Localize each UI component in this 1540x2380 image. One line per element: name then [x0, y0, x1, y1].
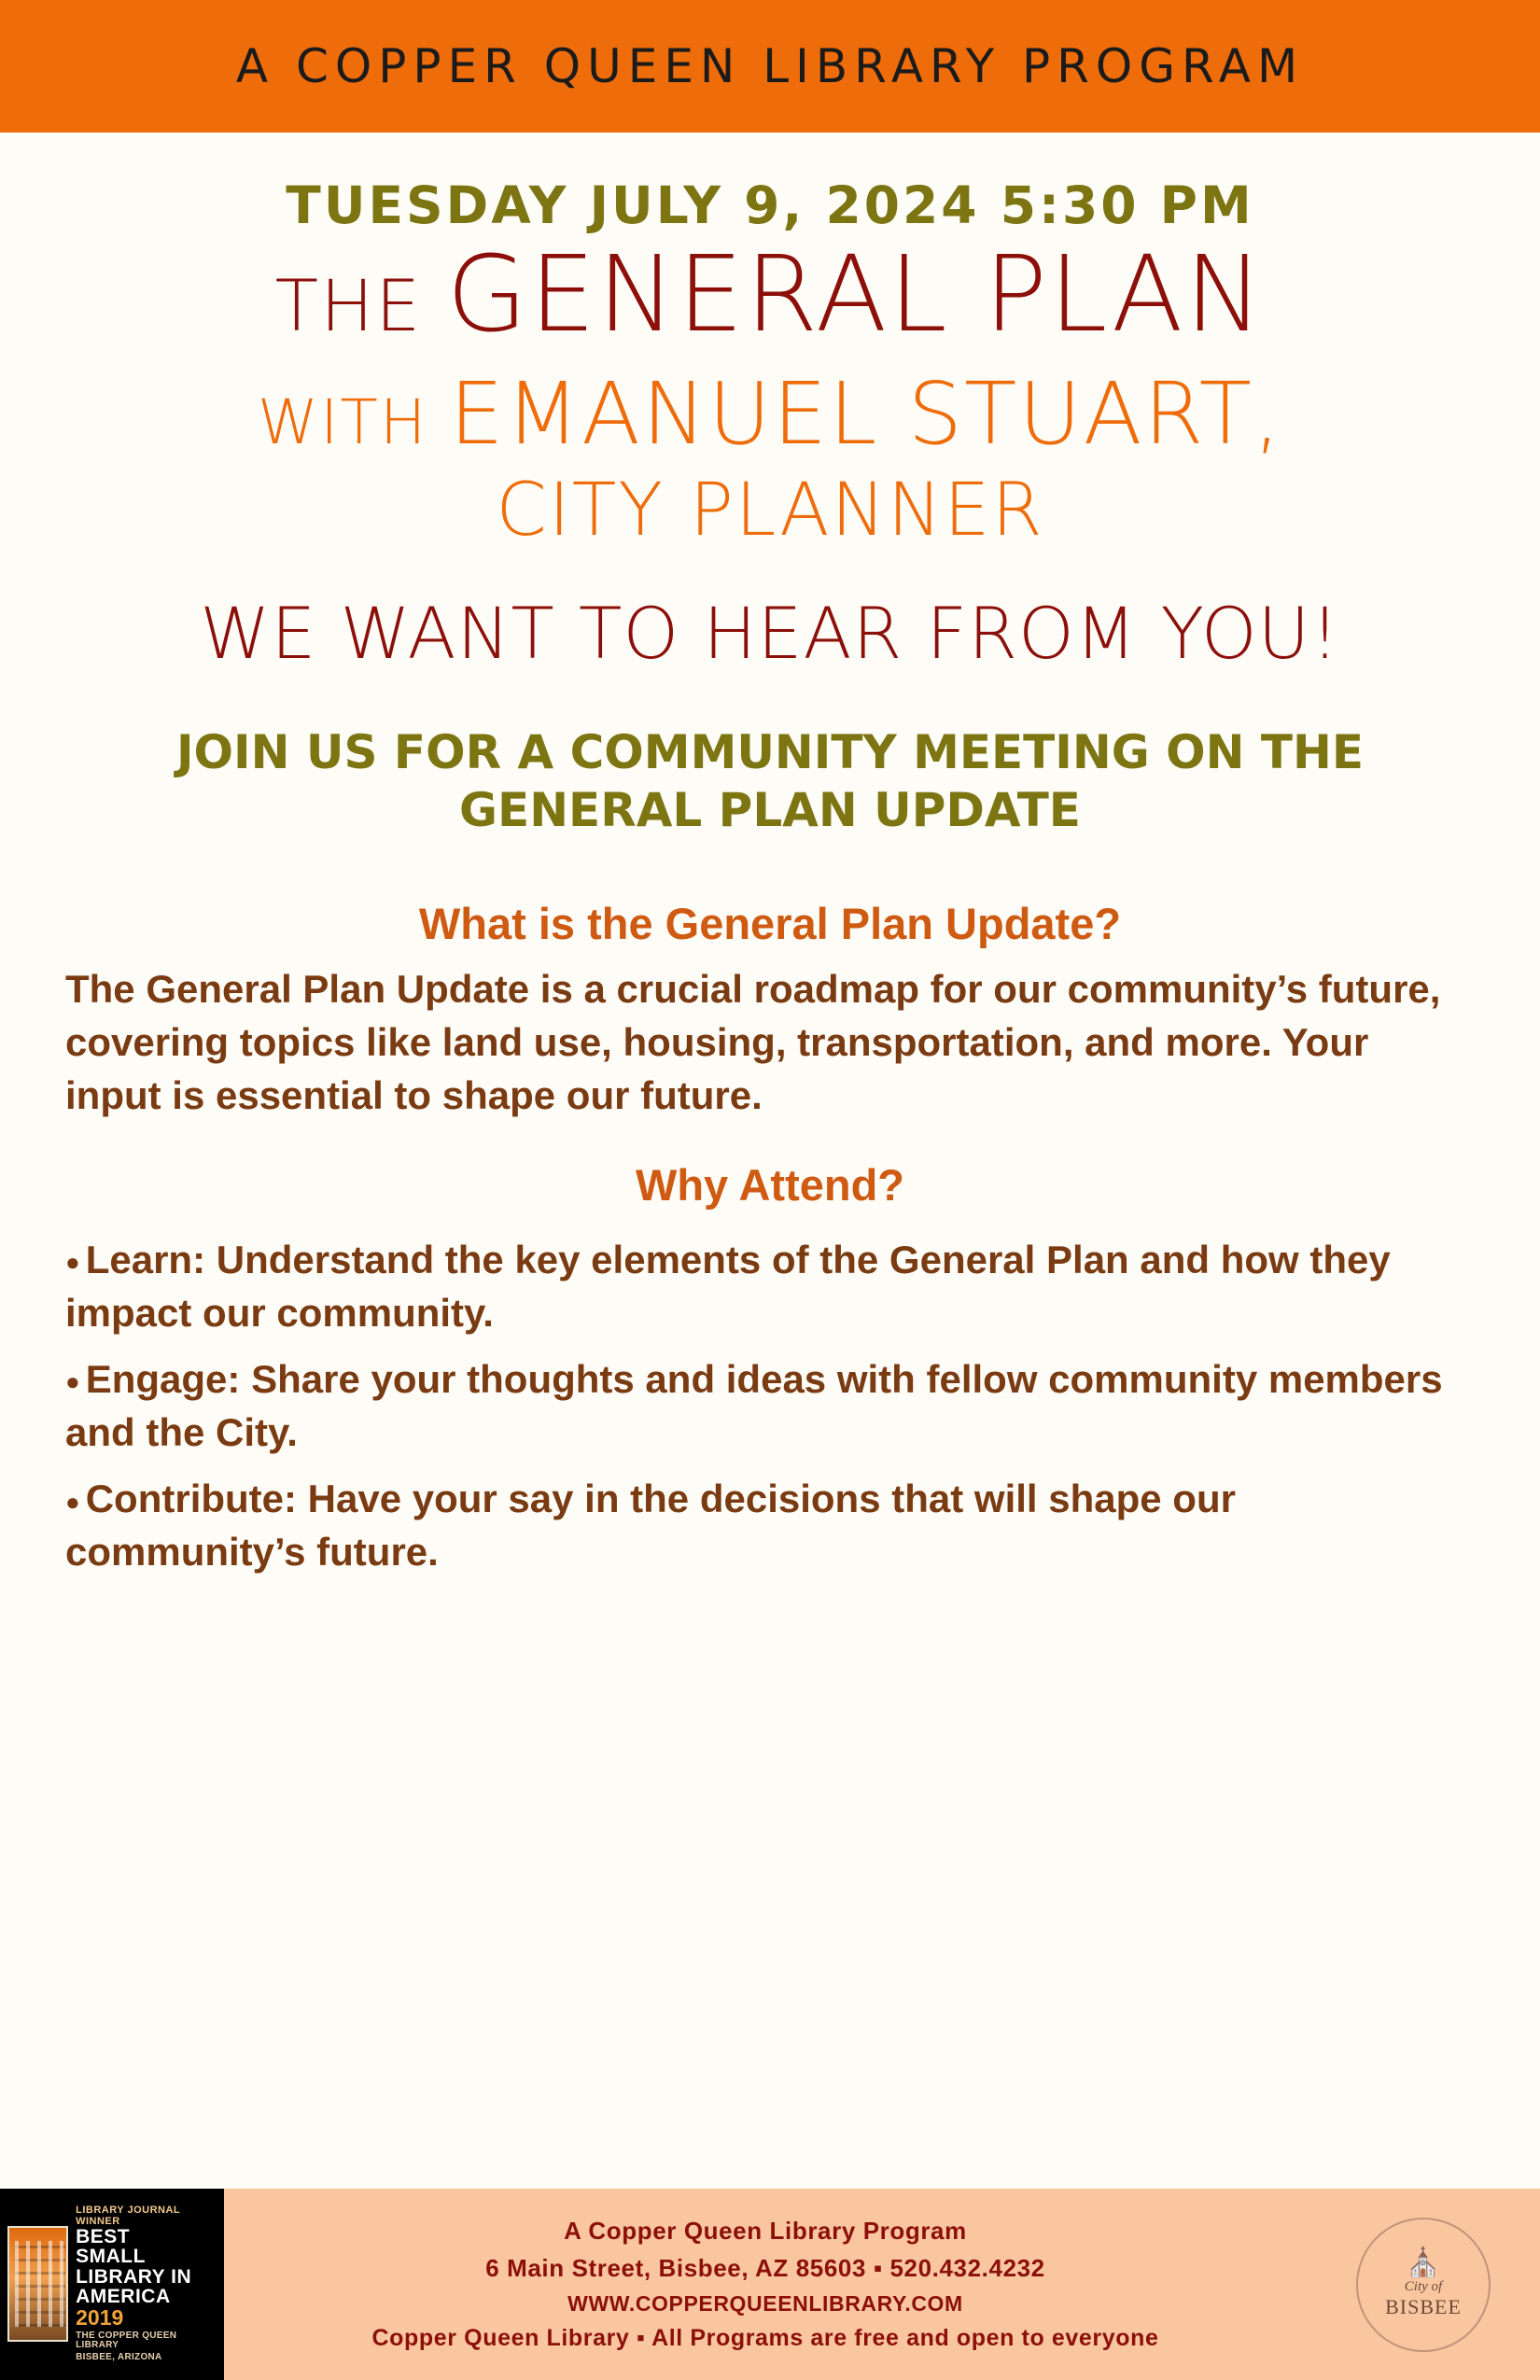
event-datetime: TUESDAY JULY 9, 2024 5:30 PM: [286, 175, 1254, 235]
bullet-dot-icon: ●: [65, 1248, 80, 1277]
footer-address-line: 6 Main Street, Bisbee, AZ 85603 ▪ 520.432.4232: [485, 2254, 1045, 2282]
award-year: 2019: [76, 2304, 124, 2330]
list-item: [65, 1352, 1475, 1459]
speaker-prefix: WITH: [257, 385, 450, 458]
speaker-role: CITY PLANNER: [496, 468, 1044, 553]
library-building-icon: [7, 2226, 68, 2342]
list-item-text: Engage: Share your thoughts and ideas with fellow community members and the City.: [65, 1357, 1443, 1455]
top-banner: [0, 0, 1540, 133]
banner-title: A COPPER QUEEN LIBRARY PROGRAM: [235, 39, 1305, 93]
seal-city-name: BISBEE: [1385, 2295, 1462, 2318]
list-item-text: Contribute: Have your say in the decisions that will shape our community’s future.: [65, 1477, 1236, 1575]
section-heading-what: What is the General Plan Update?: [418, 898, 1122, 948]
city-of-bisbee-seal-icon: [1356, 2218, 1491, 2352]
section-body-what: The General Plan Update is a crucial roadmap for our community’s future, covering topics like land use, housing, transportation, and more. Your input is essential to shape our future.: [65, 966, 1441, 1117]
event-title: [65, 234, 1475, 356]
bullet-dot-icon: ●: [65, 1487, 80, 1516]
award-line-5: AMERICA: [76, 2286, 171, 2308]
list-item: [65, 1233, 1475, 1339]
award-line-1: LIBRARY JOURNAL WINNER: [76, 2205, 180, 2227]
section-heading-why: Why Attend?: [635, 1159, 905, 1210]
award-badge: [0, 2189, 224, 2380]
award-line-2: BEST: [76, 2225, 131, 2247]
event-title-prefix: THE: [274, 264, 447, 347]
award-line-4: LIBRARY IN: [76, 2265, 192, 2288]
footer-contact-block: [224, 2189, 1307, 2380]
why-attend-list: [65, 1220, 1475, 1579]
award-badge-text: [76, 2205, 217, 2362]
footer-notice-line: Copper Queen Library ▪ All Programs are free and open to everyone: [371, 2325, 1159, 2351]
award-badge-inner: [0, 2200, 224, 2368]
award-line-3: SMALL: [76, 2246, 146, 2268]
event-title-main: GENERAL PLAN: [446, 234, 1266, 356]
award-line-6: THE COPPER QUEEN LIBRARY: [76, 2330, 177, 2351]
speaker-line: [65, 363, 1475, 464]
tagline: WE WANT TO HEAR FROM YOU!: [200, 591, 1340, 675]
list-item: [65, 1472, 1475, 1578]
seal-city-word: City of: [1404, 2279, 1443, 2294]
seal-emblem-icon: ⛪: [1406, 2247, 1441, 2278]
list-item-text: Learn: Understand the key elements of the General Plan and how they impact our community.: [65, 1237, 1391, 1336]
footer-program-line: A Copper Queen Library Program: [564, 2217, 967, 2245]
footer: [0, 2189, 1540, 2380]
footer-website-link[interactable]: WWW.COPPERQUEENLIBRARY.COM: [567, 2291, 963, 2316]
bullet-dot-icon: ●: [65, 1367, 80, 1396]
city-seal-container: [1307, 2189, 1540, 2380]
award-line-7: BISBEE, ARIZONA: [76, 2352, 162, 2363]
poster-body: [0, 133, 1540, 2189]
invitation-text: JOIN US FOR A COMMUNITY MEETING ON THE GENERAL PLAN UPDATE: [175, 724, 1365, 838]
speaker-name: EMANUEL STUART,: [449, 363, 1283, 464]
